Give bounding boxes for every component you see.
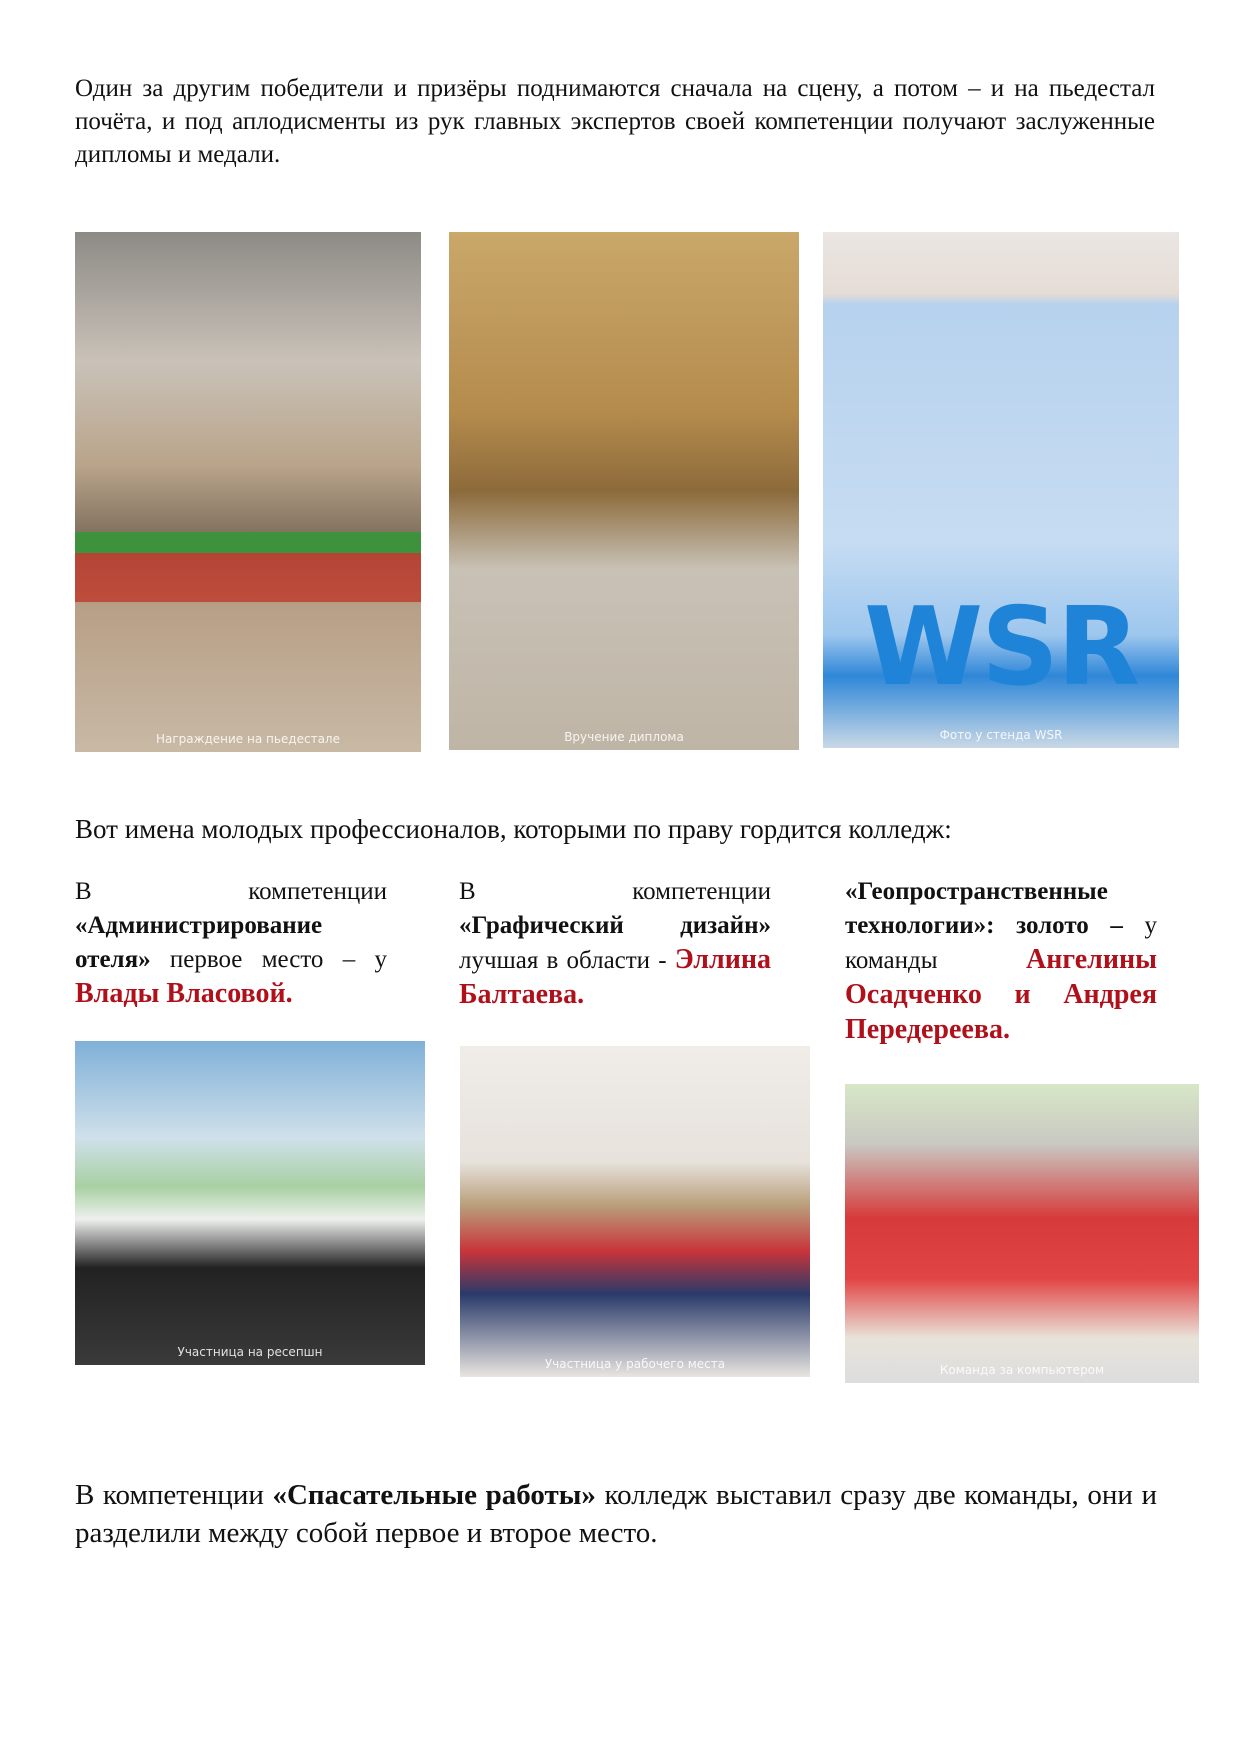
winner-name: Эллина Балтаева. <box>459 944 771 1010</box>
photo-caption: Награждение на пьедестале <box>156 732 340 746</box>
outro-prefix: В компетенции <box>75 1479 273 1511</box>
winner-column-3 <box>845 875 1157 1048</box>
wsr-stand-photo <box>823 232 1179 748</box>
outro-paragraph <box>75 1476 1157 1552</box>
wsr-sign: WSR <box>863 585 1139 710</box>
column-middle: лучшая в области - <box>459 947 675 974</box>
podium-shape <box>75 532 421 602</box>
competition-name: «Администрирование отеля» <box>75 912 323 973</box>
award-podium-photo <box>75 232 421 752</box>
design-workstation-photo <box>460 1046 810 1377</box>
competition-name: «Графический дизайн» <box>459 912 771 939</box>
competition-name: «Спасательные работы» <box>272 1479 596 1511</box>
photo-caption: Вручение диплома <box>564 730 684 744</box>
diploma-handover-photo <box>449 232 799 750</box>
column-prefix: В компетенции <box>459 878 771 905</box>
lead-sentence: Вот имена молодых профессионалов, которыми по праву гордится колледж: <box>75 814 952 844</box>
column-prefix: В компетенции <box>75 878 387 905</box>
team-computer-photo <box>845 1084 1199 1383</box>
column-middle: у команды <box>845 912 1157 974</box>
competition-name: «Геопространственные технологии»: золото – <box>845 878 1123 939</box>
photo-caption: Участница на ресепшн <box>177 1345 323 1359</box>
winner-column-1 <box>75 875 387 1012</box>
photo-caption: Участница у рабочего места <box>544 1357 726 1371</box>
photo-caption: Команда за компьютером <box>939 1363 1105 1377</box>
outro-suffix: колледж выставил сразу две команды, они и разделили между собой первое и второе место. <box>75 1479 1157 1549</box>
winner-name: Влады Власовой. <box>75 978 293 1009</box>
winner-name: Ангелины Осадченко и Андрея Передереева. <box>845 944 1157 1045</box>
photo-caption: Фото у стенда WSR <box>939 728 1063 742</box>
column-middle: первое место – у <box>150 946 387 973</box>
intro-paragraph: Один за другим победители и призёры поднимаются сначала на сцену, а потом – и на пьедестал почёта, и под аплодисменты из рук главных экспертов своей компетенции получают заслуженные дипломы и медали. <box>75 75 1155 168</box>
reception-photo <box>75 1041 425 1365</box>
winner-column-2 <box>459 875 771 1013</box>
